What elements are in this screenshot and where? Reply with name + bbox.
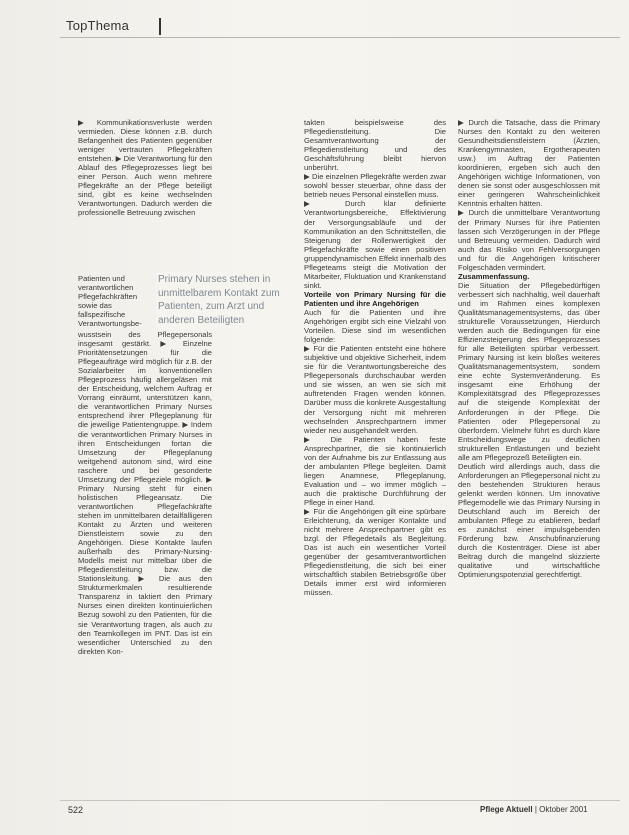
section-header: TopThema	[66, 18, 130, 33]
paragraph: ▶ Durch klar definierte Verantwortungsbereiche, Effektivierung der Versorgungsabläufe und der Kommunikation an den Schnittstellen, die Steigerung der Rollenwertigkeit der Pflegefachkräfte sowie einen positiven gruppendynamischen Effekt innerhalb des Pflegeteams steigt die Motivation der Mitarbeiter, Fluktuation und Krankenstand sinkt.	[304, 199, 446, 290]
page-number: 522	[68, 805, 84, 815]
journal-name: Pflege Aktuell	[480, 805, 533, 814]
footer-separator: |	[534, 805, 540, 814]
paragraph: ▶ Die Patienten haben feste Ansprechpartner, die sie kontinuierlich von der Aufnahme bis zur Entlassung aus der ambulanten Pflege begleiten. Damit liegen Anamnese, Pflegeplanung, Evaluation und – wo immer möglich – auch die praktische Durchführung der Pflege in einer Hand.	[304, 434, 446, 507]
paragraph: Deutlich wird allerdings auch, dass die Anforderungen an Pflegepersonal nicht zu den bestehenden Strukturen heraus gelenkt werden können. Um innovative Pflegemodelle wie das Primary Nursing in Deutschland auch im Bereich der ambulanten Pflege zu etablieren, bedarf es zunächst einer impulsgebenden Förderung bzw. Anschubfinanzierung durch die Kostenträger. Diese ist aber Beitrag durch die mangelnd skizzierte qualitative und wirtschaftliche Optimierungspotenzial gerechtfertigt.	[458, 461, 600, 580]
pull-quote: Primary Nurses stehen in unmittelbarem Kontakt zum Patienten, zum Arzt und anderen Beteiligten	[156, 271, 288, 329]
column-1-wrap-text: Patienten und verantwortlichen Pflegefachkräften sowie das fallspezifische Verantwortungsbe-	[78, 274, 142, 329]
paragraph: Auch für die Patienten und ihre Angehörigen ergibt sich eine Vielzahl von Vorteilen. Diese sind im wesentlichen folgende:	[304, 307, 446, 345]
column-3	[458, 118, 600, 579]
footer-publication	[480, 805, 588, 814]
paragraph: ▶ Durch die unmittelbare Verantwortung der Primary Nurses für ihre Patienten lassen sich Verzögerungen in der Pflege und Betreuung vermeiden. Dadurch wird auch das Risiko von Fehlversorgungen und für die Angehörigen kritischerer Folgeschäden vermindert.	[458, 208, 600, 272]
column-1-lower: wusstsein des Pflegepersonals insgesamt gestärkt. ▶ Einzelne Prioritätensetzungen für die Pflegeaufträge wird möglich für z.B. der Sozialarbeiter im konventionellen Pflegeprozess häufig allergeläsen mit der Entscheidung, welchem Auftrag er Vorrang einräumt, unterstützen kann, die verantwortlichen Primary Nurses entsprechend ihrer Pflegeplanung für die jeweilige Patientengruppe. ▶ Indem die verantwortlichen Primary Nurses in ihren Entscheidungen fortan die Umsetzung der Pflegeplanung weitgehend autonom sind, wird eine raschere und bei gesonderte Umsetzung der Pflegeziele möglich. ▶ Primary Nursing steht für einen holistischen Pflegeansatz. Die verantwortlichen Pflegefachkräfte stehen im unmittelbaren detailfälligeren Kontakt zu Ärzten und weiteren Dienstleistern sowie zu den Angehörigen. Diese Kontakte laufen außerhalb des Primary-Nursing-Modells meist nur mittelbar über die Pflegedienstleitung bzw. die Stationsleitung. ▶ Die aus den Strukturmerkmalen resultierende Transparenz in taktiert den Primary Nurses einen direkten kontinuierlichen Bezug sowohl zu den Patienten, für die sie Verantwortung tragen, als auch zu den Teamkollegen im PNT. Das ist ein wesentlicher Unterschied zu den direkten Kon-	[78, 330, 212, 656]
paragraph: takten beispielsweise des Pflegedienstleitung. Die Gesamtverantwortung der Pflegedienstleitung und des Geschäftsführung bleibt hiervon unberührt.	[304, 118, 446, 173]
header-rule	[60, 37, 620, 38]
paragraph: ▶ Für die Patienten entsteht eine höhere subjektive und objektive Sicherheit, indem sie für die Verantwortungsbereiche des Pflegepersonals durchschaubar werden und sie wissen, an wen sie sich mit auftretenden Fragen wenden können. Darüber muss die konkrete Ausgestaltung der Versorgung nicht mit mehreren wechselnden Ansprechpartnern immer wieder neu ausgehandelt werden.	[304, 344, 446, 435]
paragraph: ▶ Durch die Tatsache, dass die Primary Nurses den Kontakt zu den weiteren Gesundheitsdienstleistern (Ärzten, Krankengymnasten, Ergotherapeuten usw.) im Auftrag der Patienten koordinieren, ergeben sich auch den Angehörigen wichtige Informationen, von denen sie sonst oder ausgeschlossen mit einer geringeren Wahrscheinlichkeit Kenntnis erhalten hätten.	[458, 118, 600, 209]
paragraph: ▶ Für die Angehörigen gilt eine spürbare Erleichterung, da weniger Kontakte und nicht mehrere Ansprechpartner gibt es bzgl. der Pflegedetails als Begleitung. Das ist auch ein wesentlicher Vorteil gegenüber der gesamtverantwortlichen Pflegedienstleitung, die sich bei einer wirtschaftlich stabilen Betriebsgröße über Details immer erst wird informieren müssen.	[304, 507, 446, 598]
section-heading: Vorteile von Primary Nursing für die Patienten und ihre Angehörigen	[304, 289, 446, 308]
paragraph: ▶ Die einzelnen Pflegekräfte werden zwar sowohl besser steuerbar, ohne dass der betrieb neues Personal einstellen muss.	[304, 172, 446, 200]
section-header-bar	[159, 18, 161, 35]
issue-date: Oktober 2001	[539, 805, 588, 814]
paragraph: Die Situation der Pflegebedürftigen verbessert sich nachhaltig, weil dauerhaft und im Rahmen eines komplexen Qualitätsmanagementsystems, das über strukturelle Voraussetzungen, Hierdurch werden auch die Bedingungen für eine Effizienzsteigerung des Pflegeprozesses für alle Beteiligten spürbar verbessert. Primary Nursing ist kein bloßes weiteres Qualitätsmanagementsystem, sondern eine echte Systemveränderung. Es insgesamt eine Erhöhung der Komplexitätsgrad des Pflegeprozesses auf die steigende Komplexität der Anforderungen in der Pflege. Die Patienten oder Pflegepersonal zu überfordern. Vielmehr führt es durch klare Entscheidungswege zu deutlichen strukturellen Entlastungen und bezieht alle am Pflegeprozeß Beteiligten ein.	[458, 280, 600, 462]
section-heading: Zusammenfassung.	[458, 271, 530, 281]
column-2	[304, 118, 446, 597]
footer-rule	[60, 800, 620, 801]
column-1-top: ▶ Kommunikationsverluste werden vermieden. Diese können z.B. durch Befangenheit des Patienten gegenüber weniger vertrauten Pflegekräften entstehen. ▶ Die Verantwortung für den Ablauf des Pflegeprozesses liegt bei einer Person. Auch wenn mehrere Pflegekräfte an der Pflege beteiligt sind, gibt es keine wechselnden Verantwortungen. Dadurch werden die professionelle Betreuung zwischen	[78, 118, 212, 218]
